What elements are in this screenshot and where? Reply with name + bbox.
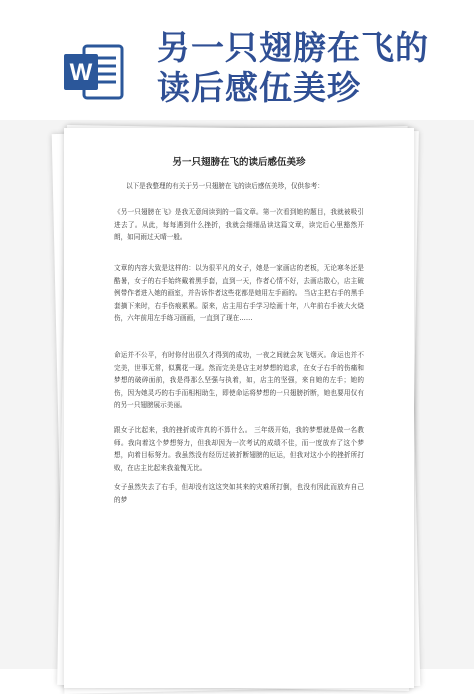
document-page <box>64 128 414 688</box>
banner-title-line2: 读后感伍美珍 <box>157 68 361 107</box>
header-banner <box>0 0 474 125</box>
paragraph-intro: 以下是我整理的有关于另一只翅膀在飞的读后感伍美珍，仅供参考： <box>126 182 324 190</box>
document-title: 另一只翅膀在飞的读后感伍美珍 <box>172 157 306 168</box>
word-icon <box>62 40 126 104</box>
paragraph: 跟女子比起来，我的挫折或许真的不算什么。 三年级开始，我的梦想就是做一名教师。我向着这个梦想努力，但我却因为一次考试的成绩不佳，而一度放弃了这个梦想，向着目标努力。我虽然没有经历过被折断翅膀的厄运，但我对这小小的挫折所打败，在店主比起来我羞愧无比。 <box>114 426 364 472</box>
word-logo-letter: W <box>69 59 93 86</box>
paragraph: 《另一只翅膀在飞》是我无意间读到的一篇文章。第一次看到她的题目，我就被吸引进去了。从此，每每遇到什么挫折，我就会细细品读这篇文章，读完后心里豁然开朗，如同雨过天晴一般。 <box>114 208 364 242</box>
paragraph-cutoff: 女子虽然失去了右手，但却没有这这突如其来的灾难所打倒，也没有因此而放弃自己的梦 <box>114 483 364 504</box>
banner-title-line1: 另一只翅膀在飞的 <box>157 28 429 67</box>
paragraph: 文章的内容大致是这样的：以为很平凡的女子，她是一家画店的老板，无论寒冬还是酷暑，女子的右手始终戴着黑手套，直到一天，作者心情不好，去画店散心，店主破例带作者进入她的画室，并告诉作者这些花都是她用左手画的。 当店主把右手的黑手套摘下来时，右手伤痕累累。原来，店主用右手学习绘画十年，八年前右手被大火烧伤，六年前用左手练习画画，一直到了现在…… <box>114 264 364 323</box>
paragraph: 命运并不公平，有时你付出很久才得到的成功，一夜之间就会灰飞烟灭。命运也并不完美，世事无常，似冀花一现。然而完美是店主对梦想的追求，在女子右手的伤痛和梦想的破碎面前，我是得那么坚强与执着，如，店主的坚强，来自她的左手；她的伤，因为她灵巧的右手而相相助生，即使命运将梦想的一只翅膀折断，她也要用仅有的另一只翅膀展示美丽。 <box>114 351 364 410</box>
document-preview <box>0 120 474 669</box>
